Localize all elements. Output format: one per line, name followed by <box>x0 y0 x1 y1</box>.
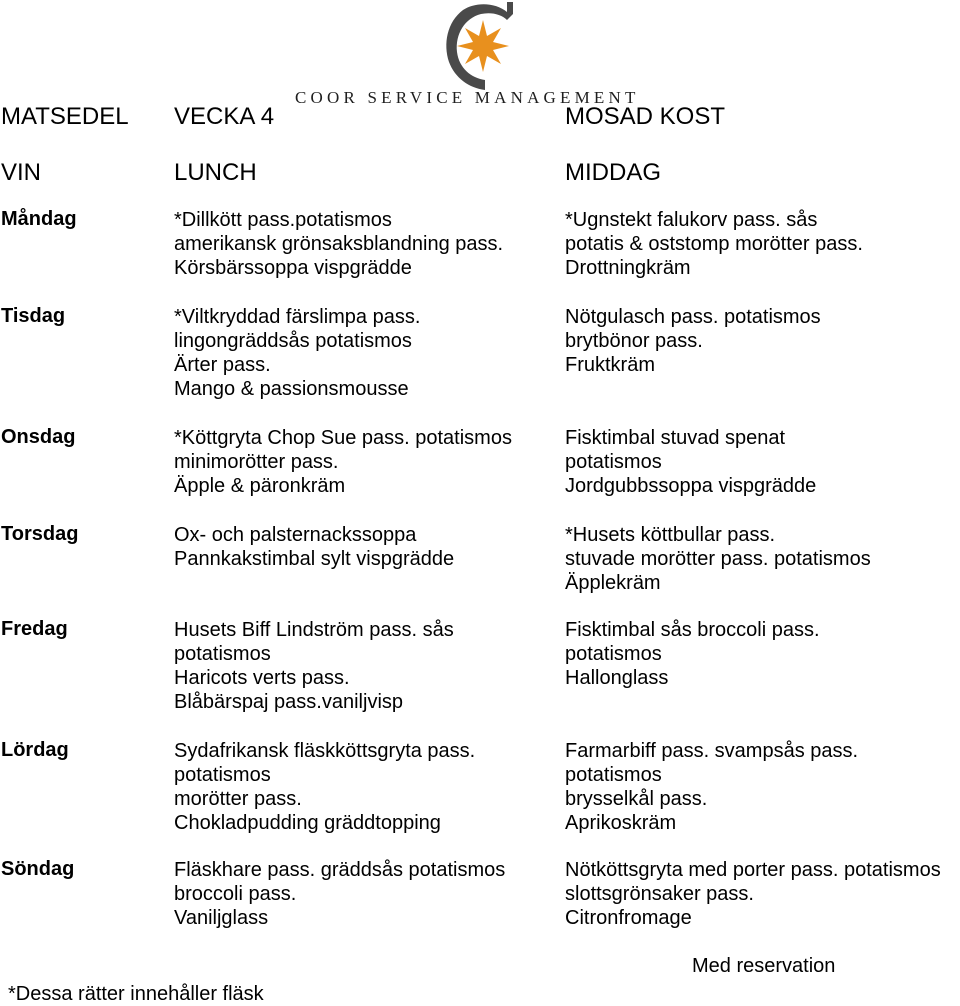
day-label: Tisdag <box>1 305 66 327</box>
lunch-line: Mango & passionsmousse <box>174 378 409 400</box>
lunch-line: Sydafrikansk fläskköttsgryta pass. <box>174 740 476 762</box>
dinner-line: Äpplekräm <box>565 572 661 594</box>
pork-footnote: *Dessa rätter innehåller fläsk <box>8 983 264 1005</box>
dinner-line: Fruktkräm <box>565 354 655 376</box>
lunch-line: potatismos <box>174 764 271 786</box>
lunch-line: *Dillkött pass.potatismos <box>174 209 392 231</box>
week-label: VECKA 4 <box>174 103 275 130</box>
column-header-wine: VIN <box>1 159 42 186</box>
lunch-line: Blåbärspaj pass.vaniljvisp <box>174 691 404 713</box>
lunch-line: minimorötter pass. <box>174 451 339 473</box>
day-label: Lördag <box>1 739 69 761</box>
lunch-line: Chokladpudding gräddtopping <box>174 812 441 834</box>
dinner-line: brysselkål pass. <box>565 788 708 810</box>
dinner-line: potatis & oststomp morötter pass. <box>565 233 863 255</box>
lunch-line: *Viltkryddad färslimpa pass. <box>174 306 421 328</box>
dinner-line: Nötgulasch pass. potatismos <box>565 306 821 328</box>
day-label: Måndag <box>1 208 77 230</box>
day-label: Onsdag <box>1 426 76 448</box>
lunch-line: Fläskhare pass. gräddsås potatismos <box>174 859 506 881</box>
day-label: Söndag <box>1 858 75 880</box>
lunch-line: Pannkakstimbal sylt vispgrädde <box>174 548 455 570</box>
dinner-line: Farmarbiff pass. svampsås pass. <box>565 740 859 762</box>
diet-label: MOSAD KOST <box>565 103 726 130</box>
dinner-line: Hallonglass <box>565 667 669 689</box>
day-label: Fredag <box>1 618 68 640</box>
lunch-line: Vaniljglass <box>174 907 269 929</box>
dinner-line: slottsgrönsaker pass. <box>565 883 754 905</box>
column-header-lunch: LUNCH <box>174 159 257 186</box>
lunch-line: potatismos <box>174 643 271 665</box>
lunch-line: Husets Biff Lindström pass. sås <box>174 619 454 641</box>
dinner-line: potatismos <box>565 643 662 665</box>
menu-title: MATSEDEL <box>1 103 129 130</box>
dinner-line: potatismos <box>565 451 662 473</box>
lunch-line: Ox- och palsternackssoppa <box>174 524 417 546</box>
dinner-line: potatismos <box>565 764 662 786</box>
dinner-line: Aprikoskräm <box>565 812 677 834</box>
dinner-line: Citronfromage <box>565 907 692 929</box>
lunch-line: Ärter pass. <box>174 354 271 376</box>
lunch-line: lingongräddsås potatismos <box>174 330 412 352</box>
dinner-line: Nötköttsgryta med porter pass. potatismos <box>565 859 941 881</box>
dinner-line: Fisktimbal sås broccoli pass. <box>565 619 820 641</box>
dinner-line: stuvade morötter pass. potatismos <box>565 548 871 570</box>
coor-star-logo-icon <box>435 0 525 92</box>
reservation-note: Med reservation <box>692 955 836 977</box>
lunch-line: Körsbärssoppa vispgrädde <box>174 257 412 279</box>
brand-name: COOR SERVICE MANAGEMENT <box>295 88 640 107</box>
dinner-line: Fisktimbal stuvad spenat <box>565 427 786 449</box>
dinner-line: brytbönor pass. <box>565 330 703 352</box>
dinner-line: Drottningkräm <box>565 257 691 279</box>
lunch-line: morötter pass. <box>174 788 302 810</box>
day-label: Torsdag <box>1 523 79 545</box>
lunch-line: Haricots verts pass. <box>174 667 350 689</box>
lunch-line: *Köttgryta Chop Sue pass. potatismos <box>174 427 512 449</box>
dinner-line: *Ugnstekt falukorv pass. sås <box>565 209 818 231</box>
dinner-line: *Husets köttbullar pass. <box>565 524 776 546</box>
lunch-line: broccoli pass. <box>174 883 297 905</box>
lunch-line: amerikansk grönsaksblandning pass. <box>174 233 504 255</box>
column-header-dinner: MIDDAG <box>565 159 661 186</box>
dinner-line: Jordgubbssoppa vispgrädde <box>565 475 817 497</box>
lunch-line: Äpple & päronkräm <box>174 475 346 497</box>
brand-logo <box>295 0 665 110</box>
